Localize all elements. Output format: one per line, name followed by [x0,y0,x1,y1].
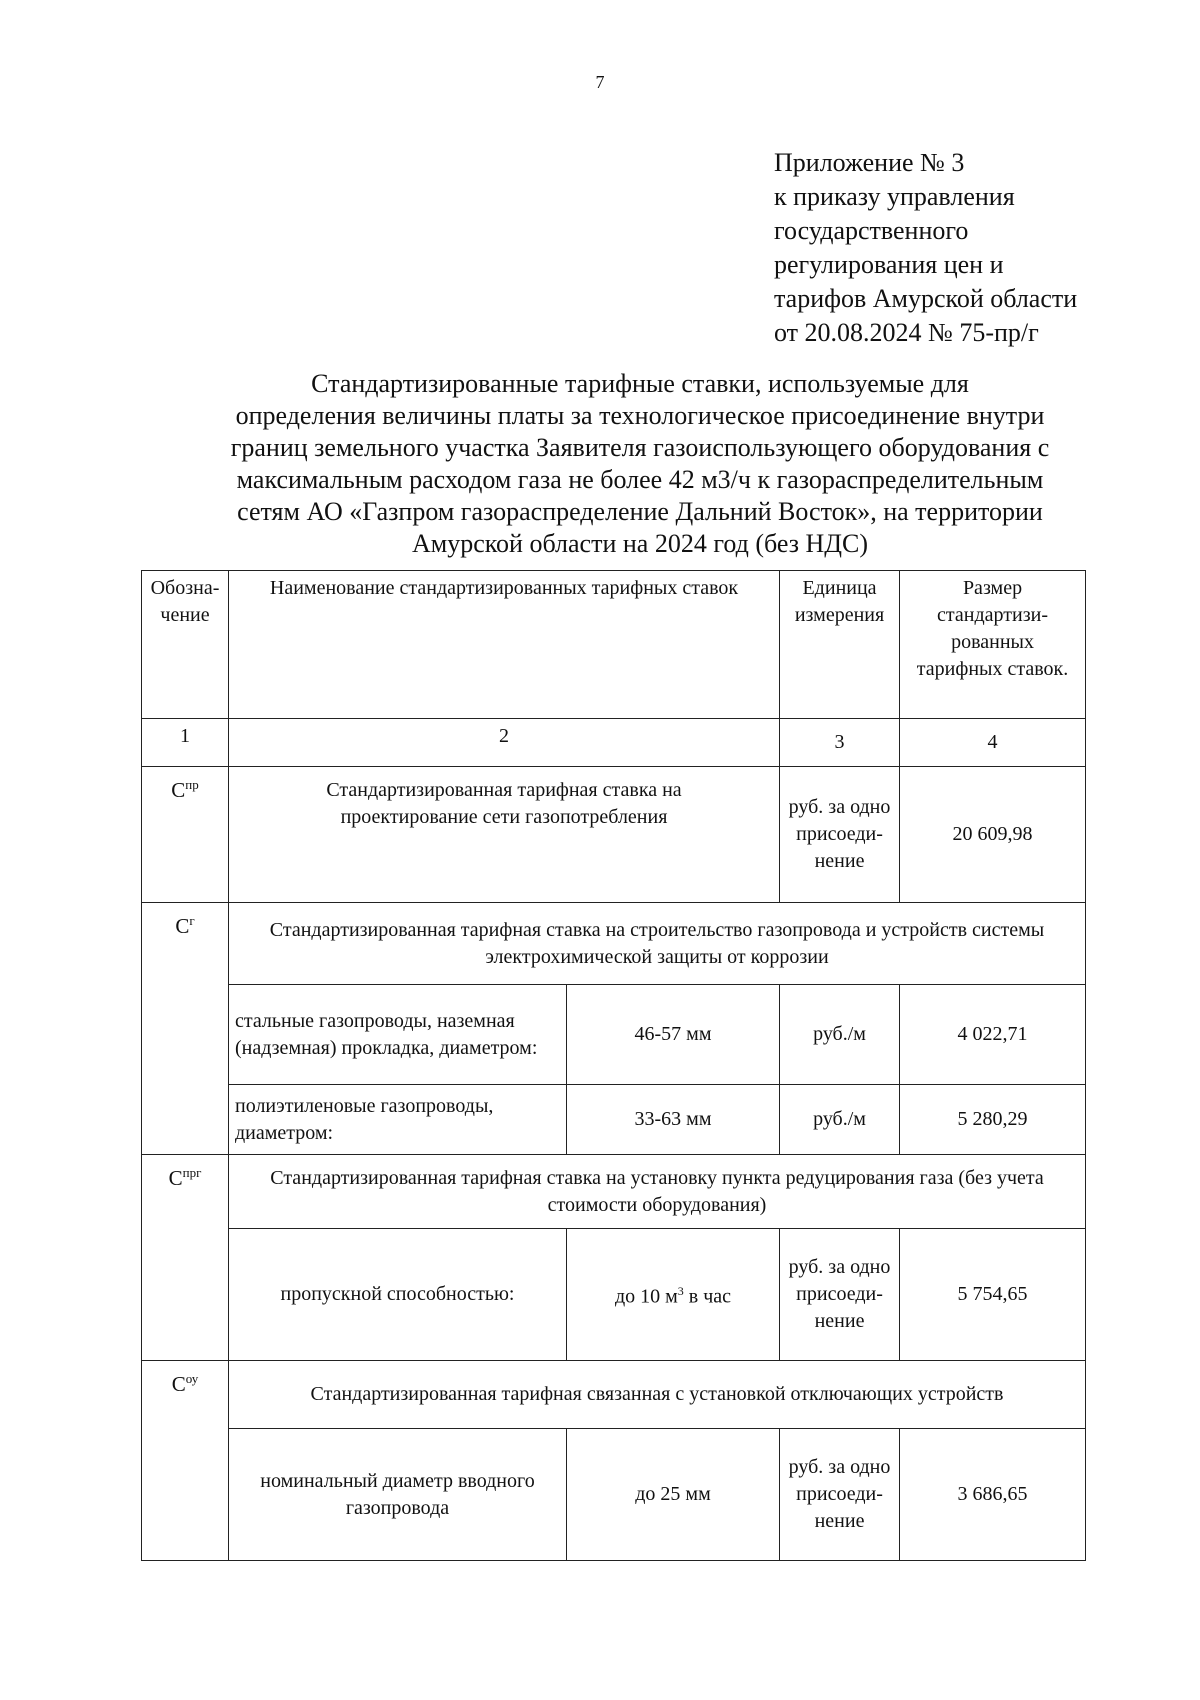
title-line: максимальным расходом газа не более 42 м3/ч к газораспределительным [236,465,1044,494]
value-c-pr: 20 609,98 [900,767,1086,903]
range-poly-pipe: 33-63 мм [567,1085,780,1155]
tariff-table [141,570,1086,1561]
unit-capacity: руб. за одно присоеди-нение [780,1229,900,1361]
row-c-g-poly [142,1085,1086,1155]
row-c-prg-title [142,1155,1086,1229]
title-line: Амурской области на 2024 год (без НДС) [411,529,869,558]
appendix-line: Приложение № 3 [774,148,965,177]
row-c-pr [142,767,1086,903]
row-c-prg-item [142,1229,1086,1361]
range-capacity [567,1229,780,1361]
value-steel-pipe: 4 022,71 [900,985,1086,1085]
appendix-line: тарифов Амурской области [774,284,1078,313]
symbol-sup: г [189,913,195,928]
symbol-sup: оу [185,1371,199,1386]
symbol-base: С [168,1166,183,1190]
name-steel-pipe: стальные газопроводы, наземная (надземная) прокладка, диаметром: [229,985,567,1085]
symbol-c-pr [142,767,229,903]
symbol-sup: прг [182,1165,202,1180]
unit-c-pr: руб. за одно присоеди-нение [780,767,900,903]
title-c-ou: Стандартизированная тарифная связанная с установкой отключающих устройств [229,1361,1086,1429]
column-number: 2 [229,719,780,767]
appendix-line: к приказу управления [774,182,1015,211]
symbol-base: С [171,778,186,802]
column-number: 4 [900,719,1086,767]
column-numbers-row [142,719,1086,767]
appendix-line: государственного [774,216,969,245]
range-nominal-diameter: до 25 мм [567,1429,780,1561]
header-designation: Обозна-чение [142,571,229,719]
symbol-base: С [171,1372,186,1396]
header-size: Размер стандартизи-рованных тарифных ставок. [900,571,1086,719]
symbol-base: С [175,914,190,938]
header-name: Наименование стандартизированных тарифных ставок [229,571,780,719]
page-number: 7 [595,72,605,92]
unit-steel-pipe: руб./м [780,985,900,1085]
row-c-g-title [142,903,1086,985]
row-c-g-steel [142,985,1086,1085]
title-c-prg: Стандартизированная тарифная ставка на установку пункта редуцирования газа (без учета стоимости оборудования) [229,1155,1086,1229]
title-line: границ земельного участка Заявителя газоиспользующего оборудования с [230,433,1050,462]
name-c-pr: Стандартизированная тарифная ставка на проектирование сети газопотребления [229,767,780,903]
unit-poly-pipe: руб./м [780,1085,900,1155]
title-line: определения величины платы за технологическое присоединение внутри [235,401,1045,430]
symbol-c-ou [142,1361,229,1561]
row-c-ou-item [142,1429,1086,1561]
document-title [160,368,1120,560]
header-unit: Единица измерения [780,571,900,719]
row-c-ou-title [142,1361,1086,1429]
symbol-c-g [142,903,229,1155]
value-nominal-diameter: 3 686,65 [900,1429,1086,1561]
column-number: 3 [780,719,900,767]
column-number: 1 [142,719,229,767]
symbol-c-prg [142,1155,229,1361]
title-c-g: Стандартизированная тарифная ставка на строительство газопровода и устройств системы электрохимической защиты от коррозии [229,903,1086,985]
range-sup: 3 [677,1284,684,1299]
value-poly-pipe: 5 280,29 [900,1085,1086,1155]
symbol-sup: пр [185,777,199,792]
title-line: Стандартизированные тарифные ставки, используемые для [311,369,969,398]
appendix-block [774,146,1174,350]
range-prefix: до 10 м [614,1285,678,1308]
table-header-row [142,571,1086,719]
value-capacity: 5 754,65 [900,1229,1086,1361]
range-steel-pipe: 46-57 мм [567,985,780,1085]
name-poly-pipe: полиэтиленовые газопроводы, диаметром: [229,1085,567,1155]
unit-nominal-diameter: руб. за одно присоеди-нение [780,1429,900,1561]
name-nominal-diameter: номинальный диаметр вводного газопровода [229,1429,567,1561]
range-suffix: в час [683,1285,732,1308]
title-line: сетям АО «Газпром газораспределение Дальний Восток», на территории [237,497,1043,526]
appendix-line: от 20.08.2024 № 75-пр/г [774,318,1039,347]
appendix-line: регулирования цен и [774,250,1004,279]
name-capacity: пропускной способностью: [229,1229,567,1361]
